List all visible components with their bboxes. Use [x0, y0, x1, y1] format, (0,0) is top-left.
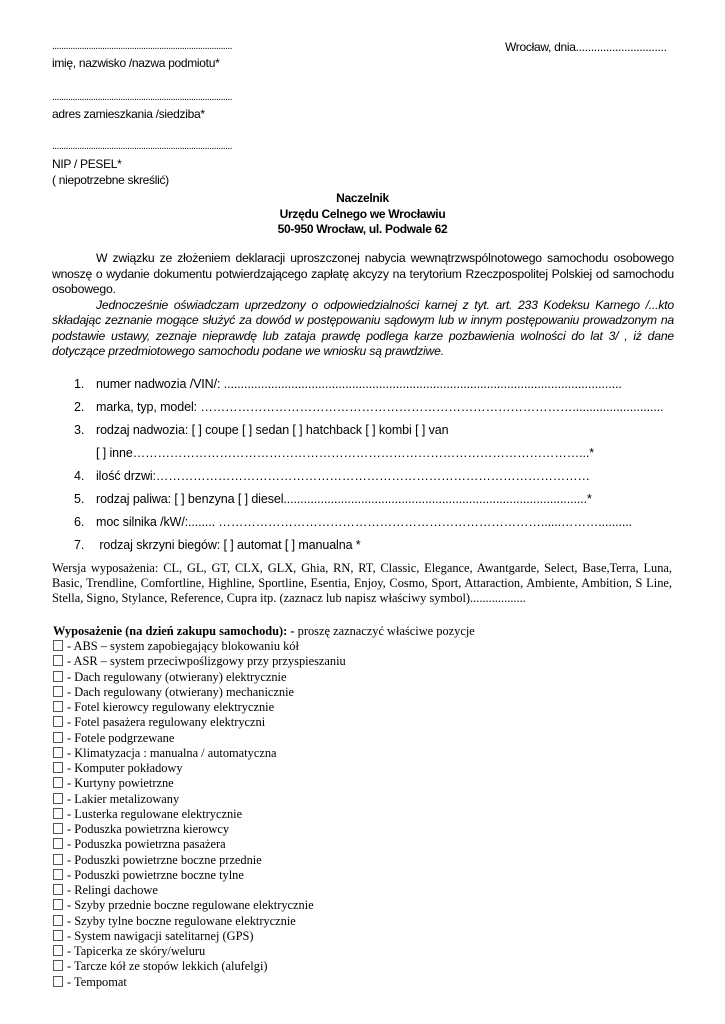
- equipment-heading-bold: Wyposażenie (na dzień zakupu samochodu): -: [53, 624, 295, 638]
- equipment-item[interactable]: - Tarcze kół ze stopów lekkich (alufelgi): [53, 959, 346, 974]
- equipment-item[interactable]: - Dach regulowany (otwierany) mechanicznie: [53, 685, 346, 700]
- checkbox-icon[interactable]: [53, 732, 63, 743]
- checkbox-icon[interactable]: [53, 945, 63, 956]
- field-make-model[interactable]: 2. marka, typ, model: ………………………………………………………………………………...........................: [74, 400, 664, 414]
- equipment-item[interactable]: - Poduszka powietrzna pasażera: [53, 837, 346, 852]
- checkbox-icon[interactable]: [53, 671, 63, 682]
- checkbox-icon[interactable]: [53, 762, 63, 773]
- recipient-address: 50-950 Wrocław, ul. Podwale 62: [277, 222, 448, 236]
- equipment-item[interactable]: - System nawigacji satelitarnej (GPS): [53, 929, 346, 944]
- checkbox-icon[interactable]: [53, 854, 63, 865]
- name-label: imię, nazwisko /nazwa podmiotu*: [52, 56, 220, 70]
- equipment-item[interactable]: - Fotel pasażera regulowany elektryczni: [53, 715, 346, 730]
- equipment-item[interactable]: - Relingi dachowe: [53, 883, 346, 898]
- address-label: adres zamieszkania /siedziba*: [52, 107, 205, 121]
- nip-label: NIP / PESEL*: [52, 157, 122, 171]
- checkbox-icon[interactable]: [53, 640, 63, 651]
- request-body: [52, 251, 674, 360]
- equipment-item[interactable]: - Kurtyny powietrzne: [53, 776, 346, 791]
- equipment-item[interactable]: - Tapicerka ze skóry/weluru: [53, 944, 346, 959]
- equipment-item[interactable]: - Lusterka regulowane elektrycznie: [53, 807, 346, 822]
- request-paragraph: W związku ze złożeniem deklaracji uproszczonej nabycia wewnątrzwspólnotowego samochodu osobowego wnoszę o wydanie dokumentu potwierdzającego zapłatę akcyzy na terytorium Rzeczpospolitej Polskiej od samochodu osobowego.: [52, 251, 674, 296]
- equipment-item[interactable]: - Dach regulowany (otwierany) elektrycznie: [53, 670, 346, 685]
- checkbox-icon[interactable]: [53, 716, 63, 727]
- checkbox-icon[interactable]: [53, 686, 63, 697]
- field-body-other[interactable]: [ ] inne………………………………………………………………………………………………...*: [96, 446, 595, 460]
- field-fuel[interactable]: 5. rodzaj paliwa: [ ] benzyna [ ] diesel..........................................................................................*: [74, 492, 592, 506]
- equipment-item[interactable]: - Klimatyzacja : manualna / automatyczna: [53, 746, 346, 761]
- place-date-field[interactable]: Wrocław, dnia..............................: [505, 40, 667, 54]
- equipment-item[interactable]: - Poduszka powietrzna kierowcy: [53, 822, 346, 837]
- checkbox-icon[interactable]: [53, 701, 63, 712]
- equipment-heading-rest: proszę zaznaczyć właściwe pozycje: [294, 624, 475, 638]
- recipient-office: Urzędu Celnego we Wrocławiu: [279, 207, 446, 221]
- name-dotted-line[interactable]: ...............................................................................: [52, 41, 232, 52]
- field-doors[interactable]: 4. ilość drzwi:……………………………………………………………………………………………: [74, 469, 590, 483]
- checkbox-icon[interactable]: [53, 930, 63, 941]
- address-dotted-line[interactable]: ...............................................................................: [52, 92, 232, 103]
- equipment-item[interactable]: - Szyby tylne boczne regulowane elektrycznie: [53, 914, 346, 929]
- equipment-item[interactable]: - ASR – system przeciwpoślizgowy przy przyspieszaniu: [53, 654, 346, 669]
- recipient-title: Naczelnik: [336, 191, 389, 205]
- equipment-item[interactable]: - Poduszki powietrzne boczne przednie: [53, 853, 346, 868]
- equipment-item[interactable]: - ABS – system zapobiegający blokowaniu kół: [53, 639, 346, 654]
- checkbox-icon[interactable]: [53, 915, 63, 926]
- declaration-paragraph: Jednocześnie oświadczam uprzedzony o odpowiedzialności karnej z tyt. art. 233 Kodeksu Karnego /...kto składając zeznanie mogące służyć za dowód w postępowaniu sądowym lub w innym postępowaniu prowadzonym na podstawie ustawy, zeznaje nieprawdę lub zataja prawdę podlega karze pozbawienia wolności do lat 3/ , iż dane dotyczące przedmiotowego samochodu podane we wniosku są prawdziwe.: [52, 297, 674, 358]
- checkbox-icon[interactable]: [53, 884, 63, 895]
- strike-note: ( niepotrzebne skreślić): [52, 173, 169, 187]
- field-gearbox[interactable]: 7. rodzaj skrzyni biegów: [ ] automat [ ] manualna *: [74, 538, 361, 552]
- checkbox-icon[interactable]: [53, 747, 63, 758]
- field-vin[interactable]: 1. numer nadwozia /VIN/: ......................................................................................................................: [74, 377, 622, 391]
- equipment-item[interactable]: - Komputer pokładowy: [53, 761, 346, 776]
- equipment-version-text[interactable]: Wersja wyposażenia: CL, GL, GT, CLX, GLX, Ghia, RN, RT, Classic, Elegance, Awantgarde, Select, Base,Terra, Luna, Basic, Trendline, Comfortline, Highline, Sportline, Esentia, Enjoy, Cosmo, Sport, Attaraction, Ambiente, Ambition, S Line, Stella, Signo, Stylance, Reference, Cupra itp. (zaznacz lub napisz właściwy symbol)..................: [52, 561, 672, 605]
- checkbox-icon[interactable]: [53, 808, 63, 819]
- checkbox-icon[interactable]: [53, 655, 63, 666]
- equipment-item[interactable]: - Szyby przednie boczne regulowane elektrycznie: [53, 898, 346, 913]
- checkbox-icon[interactable]: [53, 838, 63, 849]
- checkbox-icon[interactable]: [53, 899, 63, 910]
- field-engine-power[interactable]: 6. moc silnika /kW/:........ ……………………………………………………………………......………..........: [74, 515, 632, 529]
- checkbox-icon[interactable]: [53, 777, 63, 788]
- field-body-type[interactable]: 3. rodzaj nadwozia: [ ] coupe [ ] sedan [ ] hatchback [ ] kombi [ ] van: [74, 423, 449, 437]
- equipment-item[interactable]: - Lakier metalizowany: [53, 792, 346, 807]
- equipment-item[interactable]: - Fotele podgrzewane: [53, 731, 346, 746]
- equipment-item[interactable]: - Poduszki powietrzne boczne tylne: [53, 868, 346, 883]
- checkbox-icon[interactable]: [53, 976, 63, 987]
- nip-dotted-line[interactable]: ...............................................................................: [52, 141, 232, 152]
- checkbox-icon[interactable]: [53, 793, 63, 804]
- equipment-heading: [53, 624, 475, 639]
- equipment-item[interactable]: - Tempomat: [53, 975, 346, 990]
- checkbox-icon[interactable]: [53, 823, 63, 834]
- equipment-list: [53, 639, 346, 990]
- checkbox-icon[interactable]: [53, 960, 63, 971]
- checkbox-icon[interactable]: [53, 869, 63, 880]
- equipment-item[interactable]: - Fotel kierowcy regulowany elektrycznie: [53, 700, 346, 715]
